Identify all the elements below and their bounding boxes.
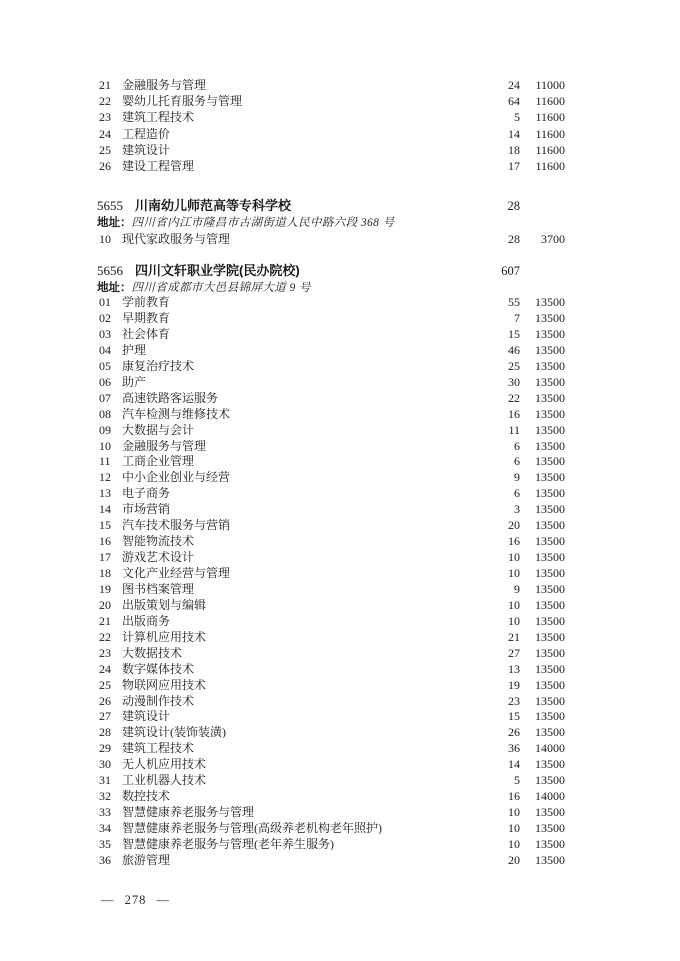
- major-code: 07: [99, 390, 111, 405]
- tuition-fee: 13500: [535, 821, 565, 835]
- tuition-fee: 13500: [535, 470, 565, 485]
- school-address: [97, 279, 620, 296]
- major-name: 建筑设计: [122, 710, 171, 723]
- major-name: 汽车检测与维修技术: [122, 407, 231, 420]
- plan-count: 18: [508, 142, 520, 157]
- school-header: [97, 195, 565, 214]
- school-total-plan: 28: [507, 199, 520, 214]
- major-code: 15: [99, 518, 111, 533]
- plan-count: 25: [508, 358, 520, 373]
- school-section: [0, 79, 680, 176]
- major-row: [99, 535, 565, 551]
- major-name: 早期教育: [122, 312, 171, 324]
- major-code: 29: [99, 741, 111, 756]
- major-code: 23: [99, 645, 111, 660]
- tuition-fee: 13500: [535, 581, 565, 596]
- plan-count: 24: [508, 78, 520, 92]
- major-code: 31: [99, 773, 111, 788]
- major-row: [99, 790, 565, 806]
- school-name: 川南幼儿师范高等专科学校: [135, 198, 292, 214]
- major-name: 计算机应用技术: [122, 630, 207, 643]
- major-code: 30: [99, 757, 111, 772]
- major-code: 08: [99, 406, 111, 421]
- plan-count: 22: [508, 390, 520, 405]
- major-name: 婴幼儿托育服务与管理: [122, 95, 243, 108]
- tuition-fee: 14000: [535, 789, 565, 804]
- major-name: 工商企业管理: [122, 455, 195, 468]
- major-name: 现代家政服务与管理: [122, 232, 231, 245]
- tuition-fee: 13500: [535, 852, 565, 867]
- major-row: [99, 726, 565, 742]
- major-row: [99, 160, 565, 176]
- major-code: 05: [99, 358, 111, 373]
- major-name: 助产: [122, 375, 147, 388]
- major-code: 12: [99, 470, 111, 485]
- major-name: 社会体育: [122, 327, 171, 340]
- major-row: [99, 360, 565, 376]
- major-row: [99, 615, 565, 631]
- major-code: 16: [99, 534, 111, 549]
- major-row: [99, 519, 565, 535]
- major-name: 建筑设计: [122, 143, 171, 156]
- major-name: 高速铁路客运服务: [122, 391, 219, 404]
- major-name: 智慧健康养老服务与管理: [122, 806, 255, 819]
- major-row: [99, 376, 565, 392]
- tuition-fee: 3700: [541, 231, 565, 246]
- school-section: [0, 260, 680, 870]
- major-row: [99, 408, 565, 424]
- major-code: 18: [99, 566, 111, 580]
- school-code: 5656: [97, 262, 123, 278]
- plan-count: 3: [514, 502, 520, 517]
- page-number: — 278 —: [101, 893, 170, 907]
- plan-count: 20: [508, 518, 520, 533]
- major-name: 数字媒体技术: [122, 662, 195, 675]
- tuition-fee: 13500: [535, 566, 565, 580]
- address-text: 四川省成都市大邑县锦屏大道 9 号: [131, 281, 311, 294]
- major-name: 物联网应用技术: [122, 678, 207, 691]
- major-code: 26: [99, 693, 111, 708]
- tuition-fee: 13500: [535, 709, 565, 724]
- major-code: 32: [99, 789, 111, 804]
- major-row: [99, 695, 565, 711]
- major-name: 建筑设计(装饰装潢): [122, 726, 226, 739]
- major-code: 23: [99, 110, 111, 125]
- tuition-fee: 13500: [535, 374, 565, 389]
- plan-count: 9: [514, 581, 520, 596]
- school-code: 5655: [97, 198, 123, 214]
- tuition-fee: 13500: [535, 486, 565, 501]
- major-name: 金融服务与管理: [122, 79, 207, 91]
- plan-count: 36: [508, 741, 520, 756]
- major-row: [99, 647, 565, 663]
- major-row: [99, 551, 565, 567]
- major-name: 康复治疗技术: [122, 359, 195, 372]
- plan-count: 16: [508, 789, 520, 804]
- address-label: 地址：: [97, 217, 132, 230]
- tuition-fee: 11600: [535, 158, 565, 173]
- major-name: 大数据技术: [122, 646, 183, 659]
- major-name: 无人机应用技术: [122, 758, 207, 771]
- tuition-fee: 13500: [535, 438, 565, 453]
- major-row: [99, 663, 565, 679]
- tuition-fee: 13500: [535, 518, 565, 533]
- tuition-fee: 13500: [535, 550, 565, 565]
- major-row: [99, 328, 565, 344]
- tuition-fee: 13500: [535, 454, 565, 469]
- major-code: 21: [99, 78, 111, 92]
- tuition-fee: 11000: [535, 78, 565, 92]
- tuition-fee: 13500: [535, 725, 565, 740]
- tuition-fee: 13500: [535, 693, 565, 708]
- major-name: 护理: [122, 343, 147, 356]
- major-row: [99, 440, 565, 456]
- plan-count: 5: [514, 110, 520, 125]
- major-row: [99, 79, 565, 95]
- tuition-fee: 13500: [535, 629, 565, 644]
- plan-count: 19: [508, 677, 520, 692]
- plan-count: 10: [508, 821, 520, 835]
- plan-count: 21: [508, 629, 520, 644]
- tuition-fee: 13500: [535, 661, 565, 676]
- major-code: 25: [99, 142, 111, 157]
- plan-count: 15: [508, 709, 520, 724]
- plan-count: 7: [514, 311, 520, 325]
- plan-count: 10: [508, 805, 520, 820]
- major-name: 大数据与会计: [122, 423, 195, 436]
- major-name: 智能物流技术: [122, 535, 195, 548]
- major-name: 建筑工程技术: [122, 111, 195, 124]
- tuition-fee: 13500: [535, 757, 565, 772]
- school-name: 四川文轩职业学院(民办院校): [135, 262, 300, 278]
- major-code: 33: [99, 805, 111, 820]
- plan-count: 6: [514, 486, 520, 501]
- tuition-fee: 13500: [535, 390, 565, 405]
- major-code: 01: [99, 295, 111, 310]
- plan-count: 15: [508, 326, 520, 341]
- major-row: [99, 392, 565, 408]
- major-row: [99, 583, 565, 599]
- major-row: [99, 233, 565, 249]
- major-code: 24: [99, 661, 111, 676]
- major-row: [99, 631, 565, 647]
- major-row: [99, 854, 565, 870]
- major-row: [99, 774, 565, 790]
- plan-count: 55: [508, 295, 520, 310]
- major-name: 游戏艺术设计: [122, 551, 195, 564]
- tuition-fee: 13500: [535, 677, 565, 692]
- plan-count: 17: [508, 158, 520, 173]
- plan-count: 64: [508, 94, 520, 109]
- major-name: 智慧健康养老服务与管理(老年养生服务): [122, 837, 334, 850]
- tuition-fee: 13500: [535, 358, 565, 373]
- tuition-fee: 11600: [535, 110, 565, 125]
- plan-count: 28: [508, 231, 520, 246]
- major-code: 13: [99, 486, 111, 501]
- plan-count: 14: [508, 757, 520, 772]
- major-code: 02: [99, 311, 111, 325]
- school-total-plan: 607: [501, 263, 520, 278]
- major-code: 34: [99, 821, 111, 835]
- tuition-fee: 13500: [535, 342, 565, 357]
- major-row: [99, 296, 565, 312]
- major-name: 智慧健康养老服务与管理(高级养老机构老年照护): [122, 822, 382, 834]
- tuition-fee: 13500: [535, 422, 565, 437]
- major-name: 工程造价: [122, 127, 171, 140]
- major-row: [99, 710, 565, 726]
- major-code: 36: [99, 852, 111, 867]
- major-name: 工业机器人技术: [122, 774, 207, 787]
- school-address: [97, 214, 620, 231]
- plan-count: 16: [508, 406, 520, 421]
- tuition-fee: 13500: [535, 836, 565, 851]
- major-code: 06: [99, 374, 111, 389]
- tuition-fee: 13500: [535, 645, 565, 660]
- plan-count: 10: [508, 836, 520, 851]
- major-name: 学前教育: [122, 296, 171, 309]
- major-row: [99, 424, 565, 440]
- major-row: [99, 128, 565, 144]
- plan-count: 9: [514, 470, 520, 485]
- major-name: 汽车技术服务与营销: [122, 519, 231, 532]
- major-code: 26: [99, 158, 111, 173]
- major-row: [99, 312, 565, 328]
- tuition-fee: 13500: [535, 613, 565, 628]
- major-row: [99, 599, 565, 615]
- major-code: 27: [99, 709, 111, 724]
- major-code: 28: [99, 725, 111, 740]
- plan-count: 46: [508, 342, 520, 357]
- plan-count: 10: [508, 613, 520, 628]
- major-code: 20: [99, 597, 111, 612]
- school-header: [97, 260, 565, 279]
- major-row: [99, 806, 565, 822]
- plan-count: 20: [508, 852, 520, 867]
- major-row: [99, 111, 565, 127]
- major-row: [99, 455, 565, 471]
- major-row: [99, 742, 565, 758]
- plan-count: 6: [514, 438, 520, 453]
- major-row: [99, 144, 565, 160]
- major-name: 出版商务: [122, 614, 171, 627]
- major-row: [99, 822, 565, 838]
- tuition-fee: 11600: [535, 126, 565, 141]
- major-row: [99, 95, 565, 111]
- tuition-fee: 13500: [535, 406, 565, 421]
- tuition-fee: 13500: [535, 502, 565, 517]
- tuition-fee: 11600: [535, 142, 565, 157]
- address-label: 地址：: [97, 281, 132, 294]
- major-rows: [0, 233, 680, 249]
- school-section: [0, 195, 680, 248]
- major-code: 03: [99, 326, 111, 341]
- major-row: [99, 487, 565, 503]
- major-code: 22: [99, 94, 111, 109]
- plan-count: 10: [508, 597, 520, 612]
- major-name: 文化产业经营与管理: [122, 567, 231, 579]
- major-code: 25: [99, 677, 111, 692]
- plan-count: 6: [514, 454, 520, 469]
- plan-count: 26: [508, 725, 520, 740]
- major-code: 21: [99, 613, 111, 628]
- plan-count: 11: [508, 422, 520, 437]
- major-name: 市场营销: [122, 503, 171, 516]
- major-rows: [0, 79, 680, 176]
- plan-count: 10: [508, 566, 520, 580]
- plan-count: 30: [508, 374, 520, 389]
- major-code: 10: [99, 231, 111, 246]
- major-code: 09: [99, 422, 111, 437]
- plan-count: 27: [508, 645, 520, 660]
- major-row: [99, 679, 565, 695]
- major-name: 出版策划与编辑: [122, 598, 207, 611]
- major-code: 04: [99, 342, 111, 357]
- tuition-fee: 13500: [535, 326, 565, 341]
- plan-count: 23: [508, 693, 520, 708]
- address-text: 四川省内江市隆昌市古湖街道人民中路六段 368 号: [131, 217, 395, 230]
- major-name: 电子商务: [122, 487, 171, 500]
- tuition-fee: 13500: [535, 311, 565, 325]
- major-name: 图书档案管理: [122, 582, 195, 595]
- major-row: [99, 758, 565, 774]
- major-name: 建筑工程技术: [122, 742, 195, 755]
- tuition-fee: 13500: [535, 597, 565, 612]
- major-row: [99, 344, 565, 360]
- tuition-fee: 13500: [535, 534, 565, 549]
- major-name: 建设工程管理: [122, 159, 195, 172]
- major-name: 中小企业创业与经营: [122, 471, 231, 484]
- plan-count: 13: [508, 661, 520, 676]
- major-name: 动漫制作技术: [122, 694, 195, 707]
- tuition-fee: 14000: [535, 741, 565, 756]
- major-row: [99, 838, 565, 854]
- tuition-fee: 11600: [535, 94, 565, 109]
- major-code: 17: [99, 550, 111, 565]
- plan-count: 16: [508, 534, 520, 549]
- major-name: 数控技术: [122, 790, 171, 803]
- tuition-fee: 13500: [535, 805, 565, 820]
- major-code: 35: [99, 836, 111, 851]
- major-code: 22: [99, 629, 111, 644]
- plan-count: 10: [508, 550, 520, 565]
- major-name: 旅游管理: [122, 853, 171, 866]
- tuition-fee: 13500: [535, 773, 565, 788]
- tuition-fee: 13500: [535, 295, 565, 310]
- major-code: 19: [99, 581, 111, 596]
- major-code: 10: [99, 438, 111, 453]
- major-row: [99, 471, 565, 487]
- major-code: 24: [99, 126, 111, 141]
- major-name: 金融服务与管理: [122, 439, 207, 452]
- major-rows: [0, 296, 680, 870]
- major-row: [99, 503, 565, 519]
- plan-count: 14: [508, 126, 520, 141]
- major-row: [99, 567, 565, 583]
- plan-count: 5: [514, 773, 520, 788]
- major-code: 14: [99, 502, 111, 517]
- major-code: 11: [99, 454, 111, 469]
